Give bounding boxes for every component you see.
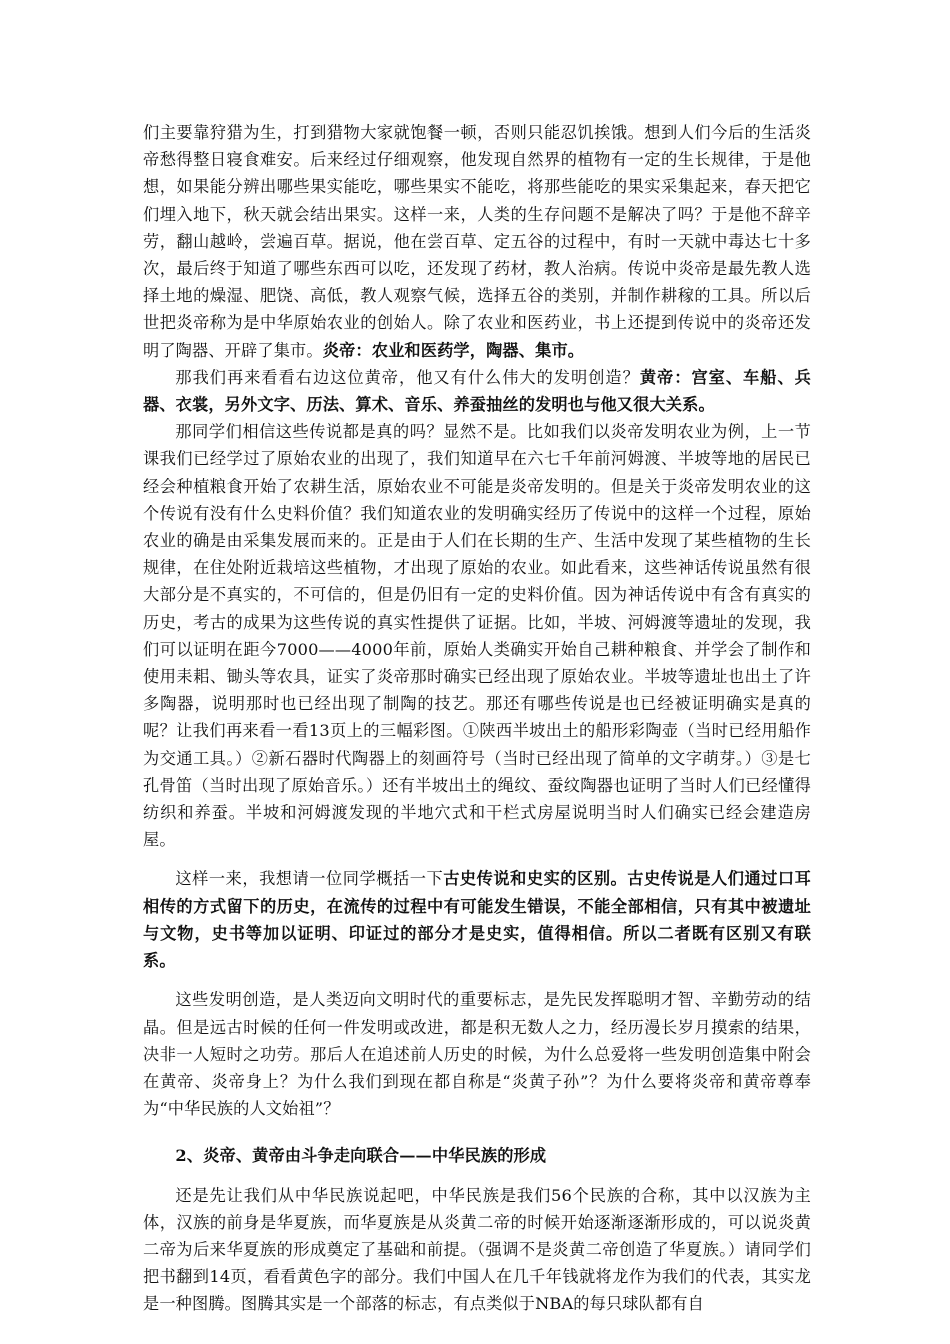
paragraph-inventions-question: [143, 986, 811, 1122]
paragraph-text: 那同学们相信这些传说都是真的吗？显然不是。比如我们以炎帝发明农业为例，上一节课我们已经学过了原始农业的出现了，我们知道早在六七千年前河姆渡、半坡等地的居民已经会种植粮食开始了农耕生活，原始农业不可能是炎帝发明的。但是关于炎帝发明农业的这个传说有没有什么史料价值？我们知道农业的发明确实经历了传说中的这样一个过程，原始农业的确是由采集发展而来的。正是由于人们在长期的生产、生活中发现了某些植物的生长规律，在住处附近栽培这些植物，才出现了原始的农业。如此看来，这些神话传说虽然有很大部分是不真实的，不可信的，但是仍旧有一定的史料价值。因为神话传说中有含有真实的历史，考古的成果为这些传说的真实性提供了证据。比如，半坡、河姆渡等遗址的发现，我们可以证明在距今7000——4000年前，原始人类确实开始自己耕种粮食、并学会了制作和使用耒耜、锄头等农具，证实了炎帝那时确实已经出现了原始农业。半坡等遗址也出土了许多陶器，说明那时也已经出现了制陶的技艺。那还有哪些传说是也已经被证明确实是真的呢？让我们再来看一看13页上的三幅彩图。①陕西半坡出土的船形彩陶壶（当时已经用船作为交通工具。）②新石器时代陶器上的刻画符号（当时已经出现了简单的文字萌芽。）③是七孔骨笛（当时出现了原始音乐。）还有半坡出土的绳纹、蚕纹陶器也证明了当时人们已经懂得纺织和养蚕。半坡和河姆渡发现的半地穴式和干栏式房屋说明当时人们确实已经会建造房屋。: [143, 422, 811, 850]
paragraph-yandi-agriculture: [143, 119, 811, 364]
bold-summary-huangdi: 黄帝：宫室、车船、兵器、衣裳，另外文字、历法、算术、音乐、养蚕抽丝的发明也与他又很大关系。: [143, 367, 811, 415]
bold-summary-yandi: 炎帝：农业和医药学，陶器、集市。: [322, 340, 585, 360]
paragraph-text: 这些发明创造，是人类迈向文明时代的重要标志，是先民发挥聪明才智、辛勤劳动的结晶。但是远古时候的任何一件发明或改进，都是积无数人之力，经历漫长岁月摸索的结果，决非一人短时之功劳。那后人在追述前人历史的时候，为什么总爱将一些发明创造集中附会在黄帝、炎帝身上？为什么我们到现在都自称是“炎黄子孙”？为什么要将炎帝和黄帝尊奉为“中华民族的人文始祖”？: [143, 990, 811, 1119]
paragraph-huangdi: [143, 364, 811, 418]
paragraph-text: 还是先让我们从中华民族说起吧，中华民族是我们56个民族的合称，其中以汉族为主体，汉族的前身是华夏族，而华夏族是从炎黄二帝的时候开始逐渐逐渐形成的，可以说炎黄二帝为后来华夏族的形成奠定了基础和前提。（强调不是炎黄二帝创造了华夏族。）请同学们把书翻到14页，看看黄色字的部分。我们中国人在几千年钱就将龙作为我们的代表，其实龙是一种图腾。图腾其实是一个部落的标志，有点类似于NBA的每只球队都有自: [143, 1185, 811, 1314]
paragraph-text: 这样一来，我想请一位同学概括一下: [175, 869, 444, 889]
document-page: [143, 119, 811, 1318]
paragraph-legend-evidence: [143, 418, 811, 853]
paragraph-chinese-nation: [143, 1182, 811, 1318]
paragraph-text: 那我们再来看看右边这位黄帝，他又有什么伟大的发明创造？: [175, 367, 640, 387]
paragraph-text: 们主要靠狩猎为生，打到猎物大家就饱餐一顿，否则只能忍饥挨饿。想到人们今后的生活炎帝愁得整日寝食难安。后来经过仔细观察，他发现自然界的植物有一定的生长规律，于是他想，如果能分辨出哪些果实能吃，哪些果实不能吃，将那些能吃的果实采集起来，春天把它们埋入地下，秋天就会结出果实。这样一来，人类的生存问题不是解决了吗？于是他不辞辛劳，翻山越岭，尝遍百草。据说，他在尝百草、定五谷的过程中，有时一天就中毒达七十多次，最后终于知道了哪些东西可以吃，还发现了药材，教人治病。传说中炎帝是最先教人选择土地的燥湿、肥饶、高低，教人观察气候，选择五谷的类别，并制作耕稼的工具。所以后世把炎帝称为是中华原始农业的创始人。除了农业和医药业，书上还提到传说中的炎帝还发明了陶器、开辟了集市。: [143, 123, 811, 360]
bold-legend-vs-fact: 古史传说和史实的区别。古史传说是人们通过口耳相传的方式留下的历史，在流传的过程中有可能发生错误，不能全部相信，只有其中被遗址与文物，史书等加以证明、印证过的部分才是史实，值得相信。所以二者既有区别又有联系。: [143, 869, 811, 971]
paragraph-legend-vs-fact: [143, 865, 811, 974]
section-heading: 2、炎帝、黄帝由斗争走向联合——中华民族的形成: [175, 1146, 547, 1166]
